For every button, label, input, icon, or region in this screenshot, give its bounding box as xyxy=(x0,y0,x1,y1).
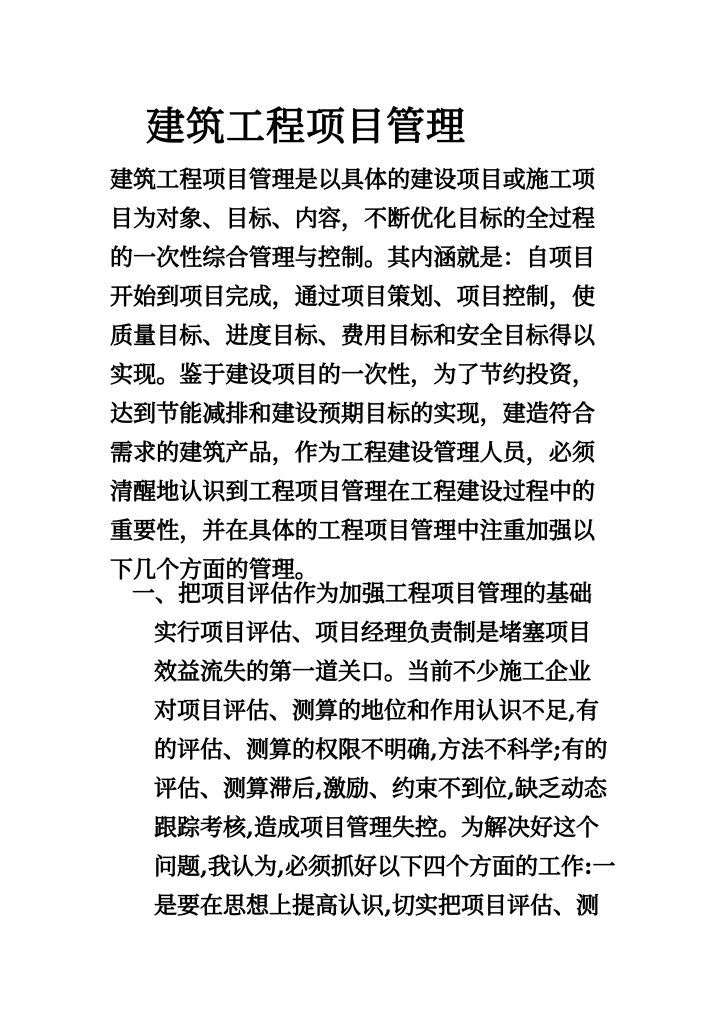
intro-line: 清醒地认识到工程项目管理在工程建设过程中的 xyxy=(110,478,596,505)
section-line: 问题,我认为,必须抓好以下四个方面的工作:一 xyxy=(154,853,616,880)
intro-line: 建筑工程项目管理是以具体的建设项目或施工项 xyxy=(110,166,596,193)
intro-line: 质量目标、进度目标、费用目标和安全目标得以 xyxy=(110,322,596,349)
section-one xyxy=(132,574,616,925)
intro-line: 需求的建筑产品，作为工程建设管理人员，必须 xyxy=(110,439,596,466)
section-line: 跟踪考核,造成项目管理失控。为解决好这个 xyxy=(154,814,600,841)
section-heading: 一、把项目评估作为加强工程项目管理的基础 xyxy=(132,580,592,607)
document-title: 建筑工程项目管理 xyxy=(146,104,467,150)
intro-line: 目为对象、目标、内容，不断优化目标的全过程 xyxy=(110,205,596,232)
intro-line: 开始到项目完成，通过项目策划、项目控制，使 xyxy=(110,283,596,310)
section-line: 效益流失的第一道关口。当前不少施工企业 xyxy=(154,658,591,685)
intro-line: 重要性，并在具体的工程项目管理中注重加强以 xyxy=(110,517,596,544)
section-line: 对项目评估、测算的地位和作用认识不足,有 xyxy=(154,697,600,724)
section-line: 实行项目评估、项目经理负责制是堵塞项目 xyxy=(154,619,591,646)
section-line: 的评估、测算的权限不明确,方法不科学;有的 xyxy=(154,736,608,763)
intro-line: 实现。鉴于建设项目的一次性，为了节约投资， xyxy=(110,361,596,388)
intro-line: 达到节能减排和建设预期目标的实现，建造符合 xyxy=(110,400,596,427)
intro-paragraph xyxy=(110,160,616,589)
intro-line: 的一次性综合管理与控制。其内涵就是：自项目 xyxy=(110,244,596,271)
section-line: 是要在思想上提高认识,切实把项目评估、测 xyxy=(154,892,600,919)
intro-line: 下几个方面的管理。 xyxy=(110,556,318,583)
section-line: 评估、测算滞后,激励、约束不到位,缺乏动态 xyxy=(154,775,608,802)
